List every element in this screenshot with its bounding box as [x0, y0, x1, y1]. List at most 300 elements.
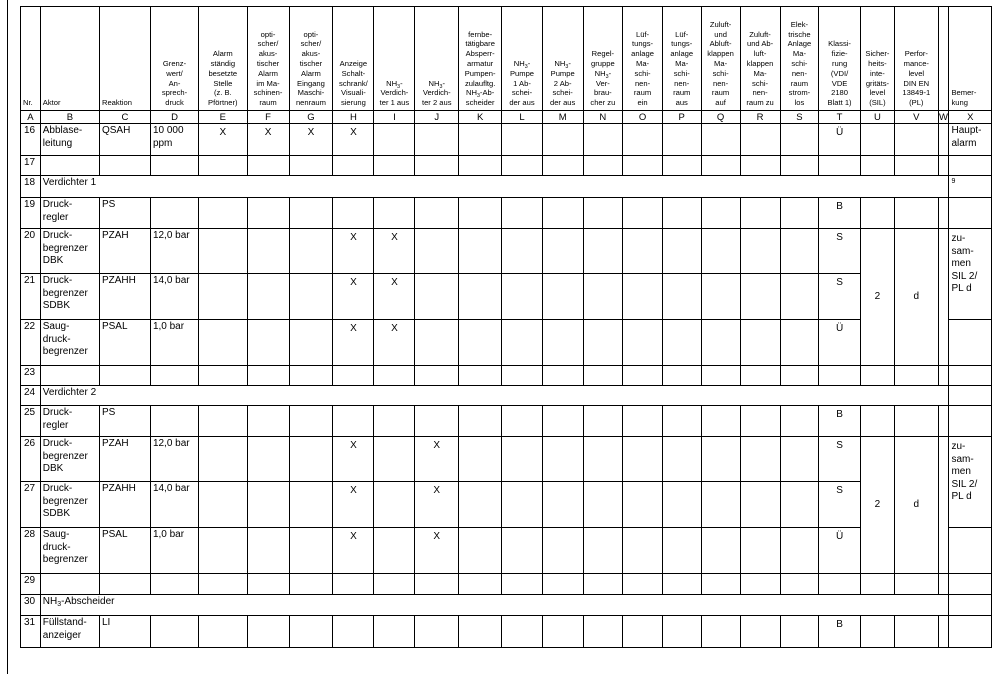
col-letter: C	[99, 111, 150, 124]
matrix-cell-Q	[701, 229, 740, 274]
w-cell	[938, 574, 949, 595]
matrix-cell-K	[459, 198, 502, 229]
matrix-cell-N	[583, 616, 623, 648]
matrix-cell-K	[459, 616, 502, 648]
column-letter-row	[21, 111, 992, 124]
matrix-cell-L	[502, 366, 543, 386]
matrix-cell-E	[199, 574, 247, 595]
matrix-cell-S	[780, 156, 819, 176]
matrix-cell-T	[819, 366, 860, 386]
grenzwert-cell	[150, 198, 198, 229]
col-letter: X	[949, 111, 992, 124]
pl-cell	[895, 198, 939, 229]
matrix-cell-I: X	[374, 274, 415, 320]
col-letter: L	[502, 111, 543, 124]
matrix-cell-P	[662, 616, 701, 648]
grenzwert-cell	[150, 406, 198, 437]
matrix-cell-F	[247, 616, 289, 648]
matrix-cell-E	[199, 406, 247, 437]
matrix-cell-I	[374, 437, 415, 482]
aktor-cell: Saug- druck- begrenzer	[40, 320, 99, 366]
grenzwert-cell	[150, 366, 198, 386]
section-label: $NH_3$-Abscheider	[40, 595, 949, 616]
matrix-cell-K	[459, 320, 502, 366]
matrix-cell-E	[199, 229, 247, 274]
matrix-cell-F	[247, 482, 289, 528]
reaktion-cell: LI	[99, 616, 150, 648]
footnote-ref	[949, 595, 992, 616]
pl-cell	[895, 156, 939, 176]
row-number: 25	[21, 406, 41, 437]
matrix-cell-H	[333, 198, 374, 229]
pl-cell: d	[895, 437, 939, 574]
matrix-cell-G	[289, 229, 333, 274]
matrix-cell-F	[247, 574, 289, 595]
matrix-cell-S	[780, 482, 819, 528]
bemerkung-cell: Haupt- alarm	[949, 124, 992, 156]
matrix-cell-J	[415, 320, 459, 366]
matrix-cell-G	[289, 406, 333, 437]
bemerkung-cell	[949, 320, 992, 366]
col-letter: Q	[701, 111, 740, 124]
matrix-cell-E	[199, 274, 247, 320]
matrix-cell-P	[662, 124, 701, 156]
row-number: 24	[21, 386, 41, 406]
reaktion-cell: PZAHH	[99, 482, 150, 528]
matrix-cell-R	[740, 124, 780, 156]
matrix-cell-N	[583, 156, 623, 176]
matrix-cell-O	[623, 406, 663, 437]
matrix-cell-M	[542, 229, 583, 274]
matrix-cell-O	[623, 156, 663, 176]
matrix-cell-R	[740, 366, 780, 386]
col-letter: F	[247, 111, 289, 124]
matrix-cell-J	[415, 198, 459, 229]
matrix-cell-F	[247, 366, 289, 386]
matrix-cell-R	[740, 320, 780, 366]
reaktion-cell: QSAH	[99, 124, 150, 156]
matrix-cell-F: X	[247, 124, 289, 156]
matrix-cell-M	[542, 156, 583, 176]
grenzwert-cell	[150, 616, 198, 648]
w-cell	[938, 156, 949, 176]
matrix-cell-R	[740, 528, 780, 574]
matrix-cell-P	[662, 574, 701, 595]
matrix-cell-M	[542, 574, 583, 595]
matrix-cell-K	[459, 437, 502, 482]
col-letter: S	[780, 111, 819, 124]
matrix-cell-K	[459, 156, 502, 176]
matrix-cell-O	[623, 574, 663, 595]
matrix-cell-J	[415, 574, 459, 595]
matrix-cell-R	[740, 229, 780, 274]
matrix-cell-M	[542, 366, 583, 386]
matrix-cell-T: S	[819, 482, 860, 528]
matrix-cell-S	[780, 406, 819, 437]
matrix-cell-O	[623, 124, 663, 156]
sil-cell: 2	[860, 229, 894, 366]
matrix-cell-O	[623, 320, 663, 366]
matrix-cell-R	[740, 574, 780, 595]
matrix-cell-I	[374, 528, 415, 574]
matrix-cell-F	[247, 229, 289, 274]
matrix-cell-J	[415, 406, 459, 437]
matrix-cell-P	[662, 366, 701, 386]
matrix-cell-K	[459, 528, 502, 574]
matrix-cell-L	[502, 229, 543, 274]
matrix-cell-O	[623, 437, 663, 482]
col-header-klassifizierung: Klassi- fizie- rung (VDI/ VDE 2180 Blatt 1)	[819, 7, 860, 111]
matrix-cell-Q	[701, 406, 740, 437]
aktor-cell	[40, 366, 99, 386]
matrix-cell-I	[374, 198, 415, 229]
matrix-cell-S	[780, 437, 819, 482]
aktor-cell: Saug- druck- begrenzer	[40, 528, 99, 574]
grenzwert-cell: 14,0 bar	[150, 274, 198, 320]
w-cell	[938, 616, 949, 648]
matrix-cell-H	[333, 574, 374, 595]
matrix-cell-P	[662, 482, 701, 528]
col-header-aktor: Aktor	[40, 7, 99, 111]
matrix-cell-L	[502, 406, 543, 437]
matrix-cell-T: Ü	[819, 528, 860, 574]
matrix-cell-I	[374, 366, 415, 386]
matrix-cell-P	[662, 437, 701, 482]
matrix-cell-E	[199, 616, 247, 648]
matrix-cell-L	[502, 574, 543, 595]
matrix-cell-P	[662, 406, 701, 437]
matrix-cell-K	[459, 124, 502, 156]
sil-cell	[860, 366, 894, 386]
matrix-cell-S	[780, 320, 819, 366]
safety-matrix-table	[20, 6, 992, 648]
grenzwert-cell: 12,0 bar	[150, 437, 198, 482]
grenzwert-cell: 10 000 ppm	[150, 124, 198, 156]
pl-cell	[895, 616, 939, 648]
pl-cell	[895, 366, 939, 386]
matrix-cell-J	[415, 124, 459, 156]
sil-cell	[860, 574, 894, 595]
col-letter: H	[333, 111, 374, 124]
col-header-alarm-maschinenraum: opti- scher/ akus- tischer Alarm im Ma- schinen- raum	[247, 7, 289, 111]
matrix-cell-J: X	[415, 482, 459, 528]
matrix-cell-I	[374, 406, 415, 437]
row-number: 19	[21, 198, 41, 229]
row-number: 22	[21, 320, 41, 366]
col-header-anzeige: Anzeige Schalt- schrank/ Visuali- sierung	[333, 7, 374, 111]
matrix-cell-T: B	[819, 198, 860, 229]
matrix-cell-N	[583, 198, 623, 229]
table-row	[21, 229, 992, 274]
matrix-cell-G	[289, 574, 333, 595]
col-header-reaktion: Reaktion	[99, 7, 150, 111]
matrix-cell-I: X	[374, 229, 415, 274]
col-header-grenzwert: Grenz- wert/ An- sprech- druck	[150, 7, 198, 111]
matrix-cell-Q	[701, 482, 740, 528]
matrix-cell-N	[583, 482, 623, 528]
bemerkung-cell	[949, 406, 992, 437]
grenzwert-cell: 1,0 bar	[150, 320, 198, 366]
matrix-cell-E	[199, 156, 247, 176]
row-number: 18	[21, 176, 41, 198]
matrix-cell-E	[199, 198, 247, 229]
table-row	[21, 124, 992, 156]
matrix-cell-J: X	[415, 437, 459, 482]
matrix-cell-G	[289, 366, 333, 386]
w-cell	[938, 366, 949, 386]
table-row	[21, 595, 992, 616]
pl-cell	[895, 574, 939, 595]
matrix-cell-L	[502, 528, 543, 574]
col-letter: K	[459, 111, 502, 124]
matrix-cell-S	[780, 198, 819, 229]
col-header-nr: Nr.	[21, 7, 41, 111]
matrix-cell-G	[289, 616, 333, 648]
grenzwert-cell	[150, 574, 198, 595]
w-cell	[938, 437, 949, 574]
col-header-alarm-eingang: opti- scher/ akus- tischer Alarm Eingang Maschi- nenraum	[289, 7, 333, 111]
row-number: 20	[21, 229, 41, 274]
col-header-pl: Perfor- mance- level DIN EN 13849-1 (PL)	[895, 7, 939, 111]
matrix-cell-O	[623, 528, 663, 574]
matrix-cell-M	[542, 320, 583, 366]
matrix-cell-H: X	[333, 528, 374, 574]
matrix-cell-T	[819, 574, 860, 595]
matrix-cell-N	[583, 229, 623, 274]
col-header-lueftung-ein: Lüf- tungs- anlage Ma- schi- nen- raum ein	[623, 7, 663, 111]
matrix-cell-Q	[701, 528, 740, 574]
reaktion-cell: PS	[99, 406, 150, 437]
matrix-cell-E	[199, 366, 247, 386]
grenzwert-cell: 12,0 bar	[150, 229, 198, 274]
aktor-cell: Druck- regler	[40, 198, 99, 229]
matrix-cell-Q	[701, 366, 740, 386]
col-header-klappen-zu: Zuluft- und Ab- luft- klappen Ma- schi- nen- raum zu	[740, 7, 780, 111]
matrix-cell-I: X	[374, 320, 415, 366]
bemerkung-cell	[949, 574, 992, 595]
matrix-cell-R	[740, 156, 780, 176]
matrix-cell-H	[333, 406, 374, 437]
table-row	[21, 406, 992, 437]
sil-cell	[860, 616, 894, 648]
matrix-cell-Q	[701, 437, 740, 482]
col-letter: O	[623, 111, 663, 124]
matrix-cell-E	[199, 528, 247, 574]
bemerkung-cell: zu- sam- men SIL 2/ PL d	[949, 229, 992, 320]
matrix-cell-O	[623, 366, 663, 386]
matrix-cell-T	[819, 156, 860, 176]
matrix-cell-G	[289, 156, 333, 176]
matrix-cell-L	[502, 156, 543, 176]
col-header-bemerkung: Bemer- kung	[949, 7, 992, 111]
matrix-cell-F	[247, 406, 289, 437]
matrix-cell-O	[623, 482, 663, 528]
matrix-cell-T: B	[819, 406, 860, 437]
col-header-sil: Sicher- heits- inte- gritäts- level (SIL)	[860, 7, 894, 111]
table-row	[21, 574, 992, 595]
matrix-cell-F	[247, 320, 289, 366]
col-header-w	[938, 7, 949, 111]
table-row	[21, 366, 992, 386]
col-header-pumpe1-aus: $NH_3-$ Pumpe 1 Ab- schei- der aus	[502, 7, 543, 111]
matrix-cell-E	[199, 482, 247, 528]
reaktion-cell	[99, 366, 150, 386]
matrix-cell-G	[289, 274, 333, 320]
col-letter: J	[415, 111, 459, 124]
matrix-cell-L	[502, 482, 543, 528]
matrix-cell-J	[415, 616, 459, 648]
matrix-cell-T: B	[819, 616, 860, 648]
matrix-cell-Q	[701, 198, 740, 229]
matrix-cell-Q	[701, 616, 740, 648]
matrix-cell-N	[583, 366, 623, 386]
row-number: 23	[21, 366, 41, 386]
matrix-cell-J: X	[415, 528, 459, 574]
footnote-ref	[949, 386, 992, 406]
bemerkung-cell: zu- sam- men SIL 2/ PL d	[949, 437, 992, 528]
col-letter: M	[542, 111, 583, 124]
matrix-cell-H: X	[333, 274, 374, 320]
reaktion-cell: PSAL	[99, 320, 150, 366]
matrix-cell-S	[780, 229, 819, 274]
col-letter: A	[21, 111, 41, 124]
matrix-cell-J	[415, 274, 459, 320]
reaktion-cell	[99, 156, 150, 176]
matrix-cell-L	[502, 616, 543, 648]
table-row	[21, 437, 992, 482]
matrix-cell-P	[662, 274, 701, 320]
matrix-cell-E: X	[199, 124, 247, 156]
matrix-cell-O	[623, 274, 663, 320]
matrix-cell-R	[740, 406, 780, 437]
row-number: 16	[21, 124, 41, 156]
col-letter: B	[40, 111, 99, 124]
matrix-cell-T: S	[819, 274, 860, 320]
matrix-cell-H: X	[333, 124, 374, 156]
matrix-cell-H	[333, 616, 374, 648]
reaktion-cell: PSAL	[99, 528, 150, 574]
matrix-cell-R	[740, 198, 780, 229]
matrix-cell-E	[199, 437, 247, 482]
bemerkung-cell	[949, 156, 992, 176]
row-number: 28	[21, 528, 41, 574]
col-header-stromlos: Elek- trische Anlage Ma- schi- nen- raum strom- los	[780, 7, 819, 111]
matrix-cell-K	[459, 366, 502, 386]
col-header-regelgruppe: Regel- gruppe $NH_3-$ Ver- brau- cher zu	[583, 7, 623, 111]
matrix-cell-G	[289, 198, 333, 229]
matrix-cell-I	[374, 482, 415, 528]
matrix-cell-N	[583, 528, 623, 574]
w-cell	[938, 229, 949, 366]
col-header-pumpe2-aus: $NH_3-$ Pumpe 2 Ab- schei- der aus	[542, 7, 583, 111]
aktor-cell: Druck- begrenzer DBK	[40, 437, 99, 482]
col-letter: P	[662, 111, 701, 124]
table-row	[21, 176, 992, 198]
matrix-cell-F	[247, 198, 289, 229]
matrix-cell-M	[542, 482, 583, 528]
matrix-cell-H: X	[333, 482, 374, 528]
matrix-cell-M	[542, 274, 583, 320]
matrix-cell-O	[623, 198, 663, 229]
row-number: 31	[21, 616, 41, 648]
matrix-cell-R	[740, 616, 780, 648]
sil-cell	[860, 198, 894, 229]
table-row	[21, 616, 992, 648]
grenzwert-cell: 1,0 bar	[150, 528, 198, 574]
matrix-cell-I	[374, 616, 415, 648]
aktor-cell: Füllstand- anzeiger	[40, 616, 99, 648]
bemerkung-cell	[949, 616, 992, 648]
matrix-cell-S	[780, 574, 819, 595]
col-letter: E	[199, 111, 247, 124]
aktor-cell	[40, 156, 99, 176]
matrix-cell-P	[662, 198, 701, 229]
w-cell	[938, 406, 949, 437]
matrix-cell-O	[623, 616, 663, 648]
matrix-cell-N	[583, 320, 623, 366]
matrix-cell-R	[740, 437, 780, 482]
bemerkung-cell	[949, 198, 992, 229]
matrix-cell-K	[459, 274, 502, 320]
row-number: 27	[21, 482, 41, 528]
table-row	[21, 274, 992, 320]
table-row	[21, 320, 992, 366]
col-header-alarm-stelle: Alarm ständig besetzte Stelle (z. B. Pförtner)	[199, 7, 247, 111]
matrix-cell-T: S	[819, 229, 860, 274]
sil-cell	[860, 124, 894, 156]
grenzwert-cell	[150, 156, 198, 176]
col-letter: R	[740, 111, 780, 124]
matrix-cell-G	[289, 320, 333, 366]
section-label: Verdichter 2	[40, 386, 949, 406]
matrix-cell-Q	[701, 274, 740, 320]
matrix-cell-L	[502, 437, 543, 482]
matrix-cell-K	[459, 574, 502, 595]
matrix-cell-P	[662, 528, 701, 574]
reaktion-cell	[99, 574, 150, 595]
col-header-absperrarmatur: fernbe- tätigbare Absperr- armatur Pumpen- zulaufltg. $NH_3-Ab-$ scheider	[459, 7, 502, 111]
matrix-cell-G: X	[289, 124, 333, 156]
matrix-cell-N	[583, 437, 623, 482]
aktor-cell: Druck- begrenzer SDBK	[40, 274, 99, 320]
matrix-cell-G	[289, 437, 333, 482]
matrix-cell-Q	[701, 124, 740, 156]
matrix-cell-T: Ü	[819, 320, 860, 366]
row-number: 30	[21, 595, 41, 616]
matrix-cell-M	[542, 528, 583, 574]
row-number: 26	[21, 437, 41, 482]
matrix-cell-E	[199, 320, 247, 366]
col-letter: T	[819, 111, 860, 124]
aktor-cell: Druck- regler	[40, 406, 99, 437]
bemerkung-cell	[949, 366, 992, 386]
row-number: 29	[21, 574, 41, 595]
matrix-cell-M	[542, 437, 583, 482]
matrix-cell-Q	[701, 574, 740, 595]
col-letter: G	[289, 111, 333, 124]
table-row	[21, 156, 992, 176]
pl-cell: d	[895, 229, 939, 366]
w-cell	[938, 124, 949, 156]
matrix-cell-S	[780, 124, 819, 156]
matrix-cell-H: X	[333, 437, 374, 482]
w-cell	[938, 198, 949, 229]
matrix-cell-I	[374, 156, 415, 176]
matrix-cell-N	[583, 574, 623, 595]
table-row	[21, 386, 992, 406]
row-number: 17	[21, 156, 41, 176]
matrix-cell-F	[247, 437, 289, 482]
